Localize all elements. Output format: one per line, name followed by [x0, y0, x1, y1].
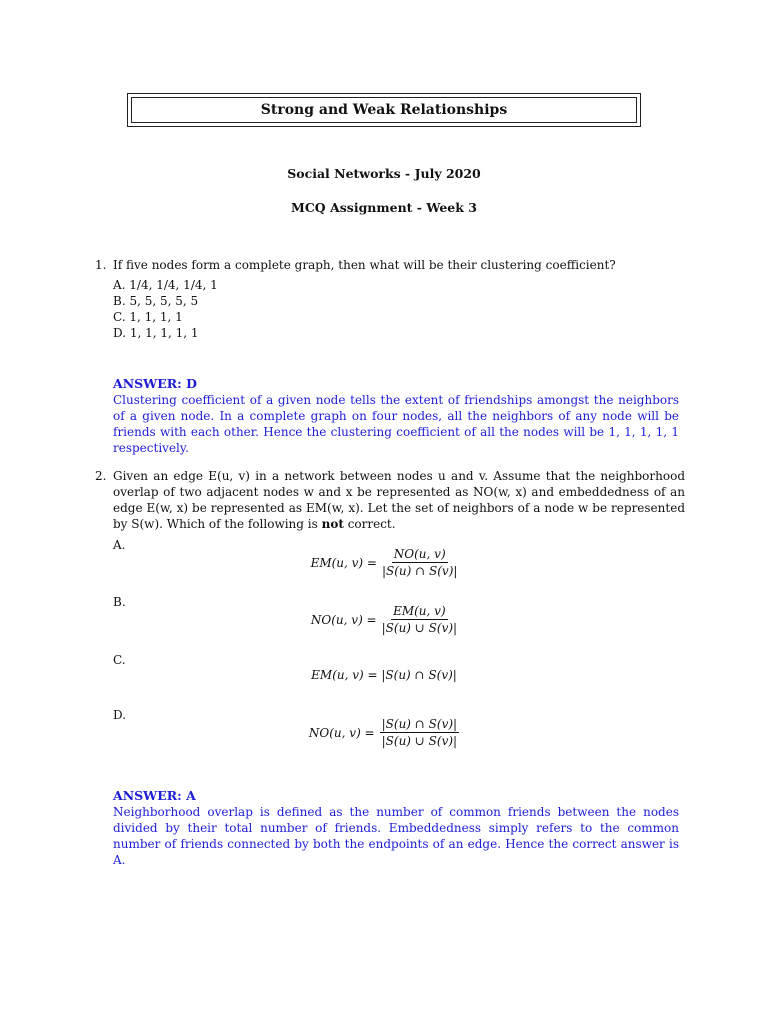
question-1-number: 1. [95, 258, 107, 272]
formula-d-numerator: |S(u) ∩ S(v)| [381, 717, 458, 731]
question-2-number: 2. [95, 469, 107, 483]
formula-c-expression: EM(u, v) = |S(u) ∩ S(v)| [311, 668, 457, 682]
option-2a-letter: A. [113, 538, 126, 552]
question-2 [95, 468, 685, 532]
question-2-emphasis: not [321, 517, 344, 531]
formula-b-numerator: EM(u, v) [393, 604, 446, 618]
option-1c: C. 1, 1, 1, 1 [113, 310, 183, 324]
question-2-text-part1: Given an edge E(u, v) in a network between nodes u and v. Assume that the neighborhood overlap of two adjacent nodes w and x be represented as NO(w, x) and embeddedness of an edge E(w, x) be represented as EM(w, x). Let the set of neighbors of a node w be represented by S(w). Which of the following is [113, 469, 685, 531]
formula-b-denominator: |S(u) ∪ S(v)| [381, 621, 458, 635]
formula-a-fraction [382, 547, 457, 578]
answer-2-explanation: Neighborhood overlap is defined as the number of common friends between the nodes divided by their total number of friends. Embeddedness simply refers to the common number of friends connected by both the endpoints of an edge. Hence the correct answer is A. [113, 805, 679, 867]
question-2-text [113, 468, 685, 532]
answer-1 [113, 376, 679, 456]
formula-b-fraction [382, 604, 457, 635]
answer-1-label: ANSWER: D [113, 376, 197, 391]
formula-c [0, 668, 768, 682]
title-frame [127, 93, 641, 127]
assignment-heading: MCQ Assignment - Week 3 [291, 200, 477, 215]
formula-b [0, 604, 768, 635]
answer-2 [113, 788, 679, 868]
option-1a: A. 1/4, 1/4, 1/4, 1 [113, 278, 218, 292]
question-1 [95, 257, 685, 273]
formula-b-lhs: NO(u, v) = [310, 612, 377, 627]
question-2-text-part2: correct. [343, 517, 396, 531]
formula-d-fraction [380, 717, 459, 748]
answer-1-explanation: Clustering coefficient of a given node tells the extent of friendships amongst the neighbors of a given node. In a complete graph on four nodes, all the neighbors of any node will be friends with each other. Hence the clustering coefficient of all the nodes will be 1, 1, 1, 1, 1 respectively. [113, 393, 679, 455]
question-1-options [113, 277, 218, 341]
formula-a-denominator: |S(u) ∩ S(v)| [381, 564, 458, 578]
course-heading: Social Networks - July 2020 [287, 166, 481, 181]
option-1b: B. 5, 5, 5, 5, 5 [113, 294, 199, 308]
option-2c-letter: C. [113, 653, 126, 667]
answer-2-label: ANSWER: A [113, 788, 196, 803]
option-2d-letter: D. [113, 708, 127, 722]
option-1d: D. 1, 1, 1, 1, 1 [113, 326, 199, 340]
formula-d [0, 717, 768, 748]
question-1-text: If five nodes form a complete graph, then what will be their clustering coefficient? [113, 258, 616, 272]
formula-a-numerator: NO(u, v) [393, 547, 446, 561]
option-2b-letter: B. [113, 595, 126, 609]
formula-d-denominator: |S(u) ∪ S(v)| [381, 734, 458, 748]
formula-d-lhs: NO(u, v) = [308, 725, 375, 740]
formula-a-lhs: EM(u, v) = [310, 555, 377, 570]
document-title: Strong and Weak Relationships [131, 97, 637, 123]
formula-a [0, 547, 768, 578]
